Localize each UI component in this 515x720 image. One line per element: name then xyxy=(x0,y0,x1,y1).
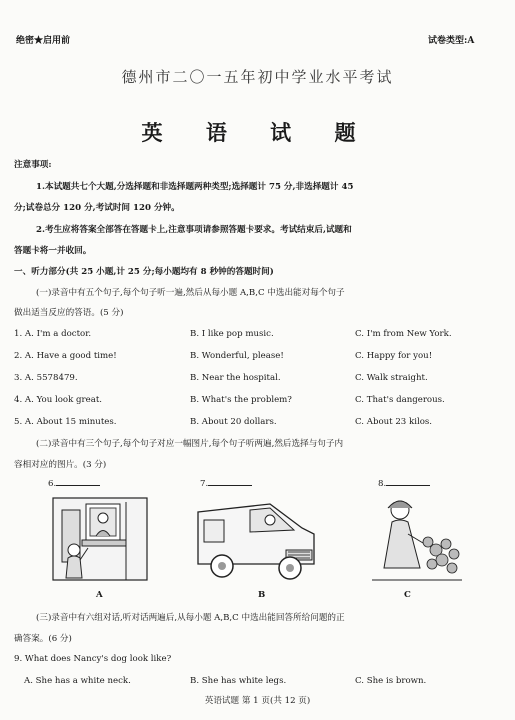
question-9-option-b: B. She has white legs. xyxy=(190,676,287,686)
question-3-option-b: B. Near the hospital. xyxy=(190,373,281,383)
part2-instruction-line2: 容相对应的图片。(3 分) xyxy=(14,460,107,470)
question-5-option-b: B. About 20 dollars. xyxy=(190,417,277,427)
picture-a-label: A xyxy=(96,590,103,600)
picture-c-girl-with-flowers xyxy=(362,494,466,586)
answer-blank-6[interactable]: 6. xyxy=(48,476,100,489)
page-footer: 英语试题 第 1 页(共 12 页) xyxy=(204,696,311,706)
notice-item2-line2: 答题卡将一并收回。 xyxy=(14,246,92,256)
question-9-option-a: A. She has a white neck. xyxy=(24,676,131,686)
question-2-option-c: C. Happy for you! xyxy=(355,351,433,361)
question-9-stem: 9. What does Nancy's dog look like? xyxy=(14,654,172,664)
question-2-option-a: 2. A. Have a good time! xyxy=(14,351,117,361)
question-3-option-c: C. Walk straight. xyxy=(355,373,428,383)
question-1-option-b: B. I like pop music. xyxy=(190,329,274,339)
answer-blank-7[interactable]: 7. xyxy=(200,476,252,489)
notice-heading: 注意事项: xyxy=(14,160,52,170)
answer-blank-8[interactable]: 8. xyxy=(378,476,430,489)
question-4-option-c: C. That's dangerous. xyxy=(355,395,445,405)
question-3-option-a: 3. A. 5578479. xyxy=(14,373,78,383)
part3-instruction-line1: (三)录音中有六组对话,听对话两遍后,从每小题 A,B,C 中选出能回答所给问题的正 xyxy=(36,613,345,623)
picture-b-delivery-van xyxy=(190,494,322,586)
question-4-option-a: 4. A. You look great. xyxy=(14,395,103,405)
question-5-option-c: C. About 23 kilos. xyxy=(355,417,433,427)
question-2-option-b: B. Wonderful, please! xyxy=(190,351,284,361)
exam-title: 德州市二〇一五年初中学业水平考试 xyxy=(121,68,394,86)
question-1-option-a: 1. A. I'm a doctor. xyxy=(14,329,92,339)
notice-item2-line1: 2.考生应将答案全部答在答题卡上,注意事项请参照答题卡要求。考试结束后,试题和 xyxy=(36,225,352,235)
paper-type-label: 试卷类型:A xyxy=(428,36,475,46)
section1-heading: 一、听力部分(共 25 小题,计 25 分;每小题均有 8 秒钟的答题时间) xyxy=(14,267,274,277)
part3-instruction-line2: 确答案。(6 分) xyxy=(14,634,72,644)
question-4-option-b: B. What's the problem? xyxy=(190,395,292,405)
picture-b-label: B xyxy=(258,590,266,600)
part1-instruction-line2: 做出适当反应的答语。(5 分) xyxy=(14,308,124,318)
notice-item1-line1: 1.本试题共七个大题,分选择题和非选择题两种类型;选择题计 75 分,非选择题计 45 xyxy=(36,182,354,192)
picture-c-label: C xyxy=(404,590,411,600)
part1-instruction-line1: (一)录音中有五个句子,每个句子听一遍,然后从每小题 A,B,C 中选出能对每个句子 xyxy=(36,288,345,298)
confidential-label: 绝密★启用前 xyxy=(16,36,71,46)
question-9-option-c: C. She is brown. xyxy=(355,676,427,686)
question-1-option-c: C. I'm from New York. xyxy=(355,329,452,339)
picture-a-ticket-booth xyxy=(50,492,150,584)
subject-title: 英 语 试 题 xyxy=(141,120,374,145)
notice-item1-line2: 分;试卷总分 120 分,考试时间 120 分钟。 xyxy=(14,203,180,213)
question-5-option-a: 5. A. About 15 minutes. xyxy=(14,417,117,427)
part2-instruction-line1: (二)录音中有三个句子,每个句子对应一幅图片,每个句子听两遍,然后选择与句子内 xyxy=(36,439,344,449)
